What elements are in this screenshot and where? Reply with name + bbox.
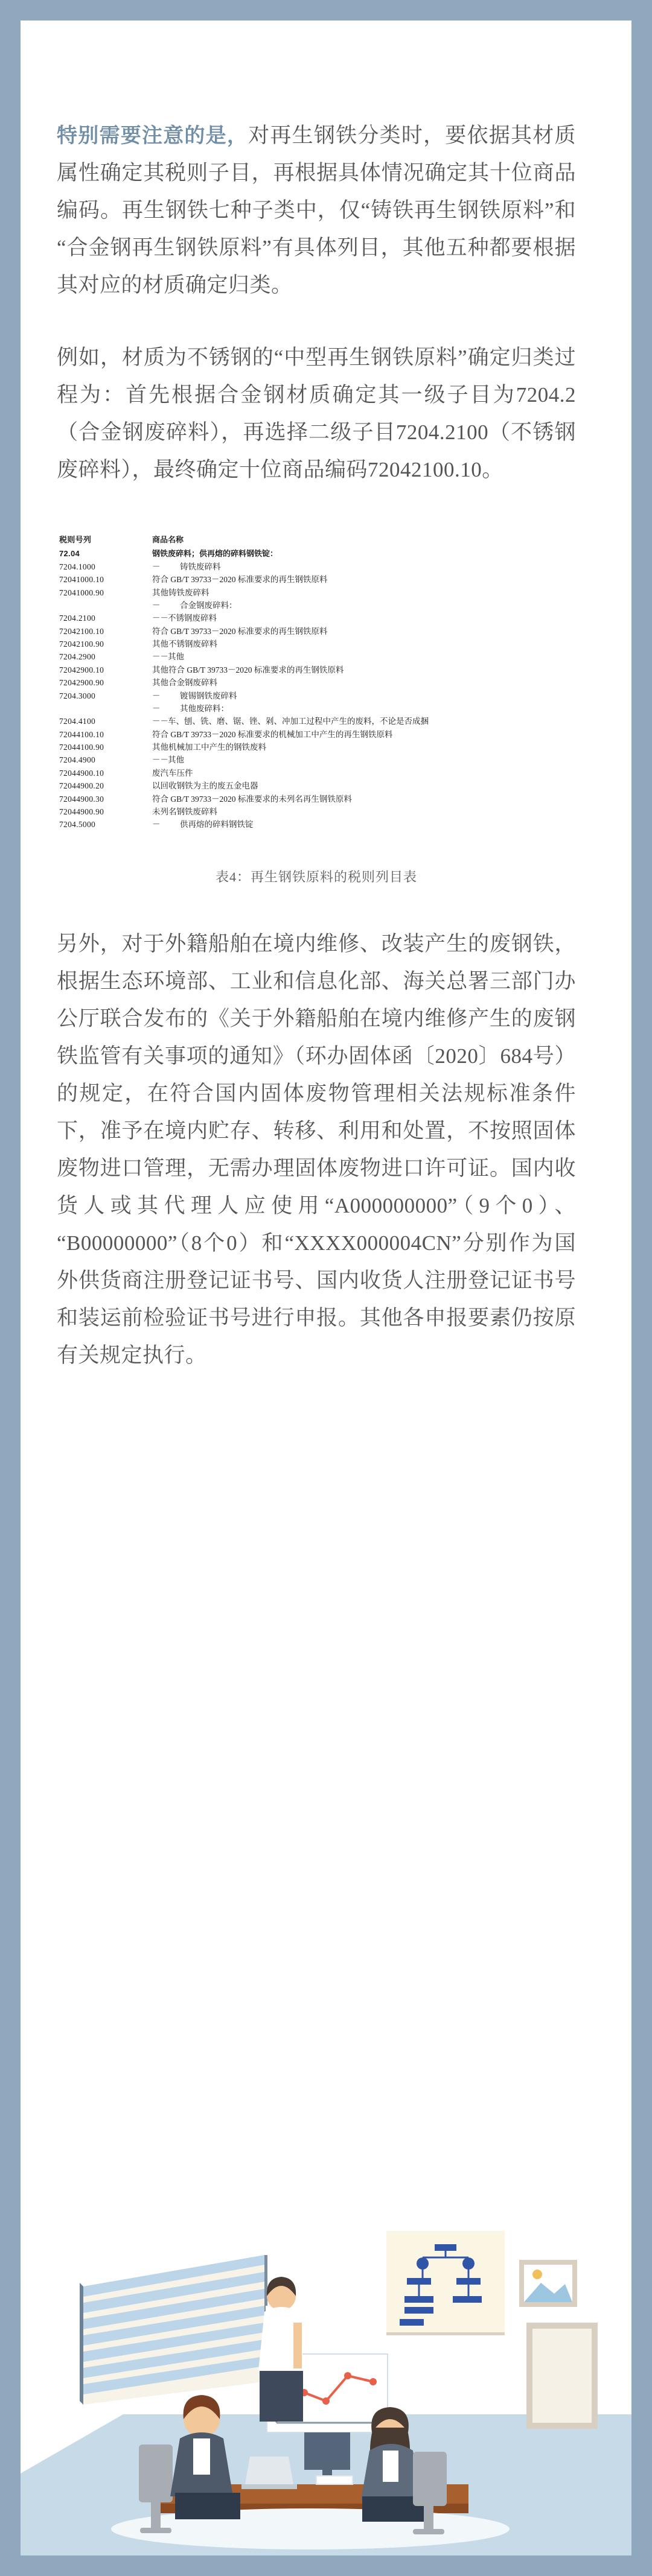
table-cell-name <box>151 805 576 818</box>
table-row <box>57 741 576 753</box>
table-cell-name <box>151 792 576 805</box>
table-cell-code: 72044100.90 <box>59 743 104 752</box>
table-cell-name-text: 未列名钢铁废碎料 <box>152 807 217 816</box>
table-cell-code: 72044900.20 <box>59 781 104 791</box>
table-row <box>57 664 576 676</box>
illustration-svg <box>21 2220 631 2555</box>
papers <box>316 2476 353 2484</box>
paragraph-1 <box>57 117 576 304</box>
table-row <box>57 715 576 728</box>
table-row <box>57 638 576 650</box>
table-cell-code: 7204.3000 <box>59 691 96 700</box>
table-cell-code: 72041000.10 <box>59 575 104 585</box>
table-cell-code: 7204.4900 <box>59 755 96 765</box>
table-cell-name <box>151 547 576 560</box>
caption-gap <box>57 886 576 925</box>
table-cell-name <box>151 638 576 650</box>
table-cell-name <box>151 728 576 740</box>
table-cell-code: 7204.4100 <box>59 717 96 726</box>
table-cell-dash: －－ <box>152 614 168 623</box>
paragraph-2: 例如，材质为不锈钢的“中型再生钢铁原料”确定归类过程为：首先根据合金钢材质确定其一级子目为7204.2（合金钢废碎料），再选择二级子目7204.2100（不锈钢废碎料），最终确定十位商品编码72042100.10。 <box>57 346 576 481</box>
table-cell-code: 7204.2900 <box>59 652 96 662</box>
paragraph-gap-2 <box>57 489 576 533</box>
page-content-area <box>21 21 631 2555</box>
table-cell-name <box>151 767 576 779</box>
table-cell-name <box>151 689 576 702</box>
table-row <box>57 612 576 624</box>
article-body <box>57 21 576 1374</box>
table-cell-code: 72044100.10 <box>59 729 104 739</box>
table-row <box>57 728 576 740</box>
table-cell-name <box>151 586 576 598</box>
table-row <box>57 689 576 702</box>
table-row <box>57 560 576 573</box>
paragraph-1-body: 对再生钢铁分类时，要依据其材质属性确定其税则子目，再根据具体情况确定其十位商品编码。再生钢铁七种子类中，仅“铸铁再生钢铁原料”和“合金钢再生钢铁原料”有具体列目，其他五种都要根据其对应的材质确定归类。 <box>57 124 576 297</box>
table-row <box>57 624 576 637</box>
table-cell-name <box>151 650 576 663</box>
table-cell-code: 72042100.90 <box>59 639 104 649</box>
table-cell-code: 7204.5000 <box>59 820 96 830</box>
table-row <box>57 676 576 689</box>
table-cell-name-text: 其他 <box>168 755 184 765</box>
table-cell-dash: － <box>152 691 161 700</box>
table-cell-code: 72044900.30 <box>59 794 104 804</box>
table-cell-name-text: 不锈钢废碎料 <box>168 614 217 623</box>
table-cell-name <box>151 779 576 792</box>
table-cell-dash: － <box>152 562 161 571</box>
table-row <box>57 805 576 818</box>
table-cell-name <box>151 753 576 766</box>
table-cell-name <box>151 741 576 753</box>
table-cell-name-text: 镀锡钢铁废碎料 <box>180 691 237 700</box>
table-cell-name-text: 其他不锈钢废碎料 <box>152 639 217 649</box>
table-cell-code: 72042100.10 <box>59 626 104 636</box>
table-cell-name <box>151 664 576 676</box>
table-cell-code: 7204.2100 <box>59 614 96 623</box>
table-cell-name <box>151 702 576 715</box>
table-cell-name-text: 其他铸铁废碎料 <box>152 588 209 597</box>
table-cell-dash: － <box>152 600 161 610</box>
table-cell-name-text: 供再熔的碎料钢铁锭 <box>180 820 254 830</box>
table-cell-code: 72042900.10 <box>59 665 104 674</box>
table-row <box>57 599 576 612</box>
table-cell-dash: － <box>152 703 161 713</box>
table-row <box>57 767 576 779</box>
table-row <box>57 818 576 831</box>
table-caption: 表4：再生钢铁原料的税则列目表 <box>215 869 417 885</box>
table-row <box>57 573 576 586</box>
table-cell-code: 72042900.90 <box>59 678 104 688</box>
table-row <box>57 779 576 792</box>
paragraph-gap-1 <box>57 304 576 339</box>
table-header-name: 商品名称 <box>152 535 184 545</box>
flowchart-board <box>386 2231 505 2335</box>
table-cell-name-text: 车、刨、铣、磨、锯、锉、剁、冲加工过程中产生的废料，不论是否成捆 <box>168 717 429 726</box>
table-cell-name <box>151 715 576 728</box>
table-cell-name-text: 其他符合 GB/T 39733－2020 标准要求的再生钢铁原料 <box>152 665 344 674</box>
table-cell-code <box>57 702 151 715</box>
table-cell-name <box>151 624 576 637</box>
tariff-table-body <box>57 533 576 831</box>
table-cell-name-text: 符合 GB/T 39733－2020 标准要求的未列名再生钢铁原料 <box>152 794 352 804</box>
table-row <box>57 586 576 598</box>
table-cell-code: 72044900.10 <box>59 768 104 778</box>
table-cell-name-text: 其他废碎料： <box>180 703 229 713</box>
table-cell-name <box>151 560 576 573</box>
table-cell-name-text: 废汽车压件 <box>152 768 193 778</box>
table-caption-gap <box>57 831 576 867</box>
table-cell-dash: －－ <box>152 652 168 662</box>
table-cell-name-text: 其他合金钢废碎料 <box>152 678 217 688</box>
table-cell-name-text: 合金钢废碎料： <box>180 600 237 610</box>
table-cell-name <box>151 573 576 586</box>
table-cell-dash: －－ <box>152 717 168 726</box>
table-cell-name <box>151 676 576 689</box>
table-row <box>57 792 576 805</box>
tariff-table <box>57 533 576 831</box>
table-header-row <box>57 533 576 547</box>
table-row <box>57 753 576 766</box>
table-cell-code: 72044900.90 <box>59 807 104 816</box>
table-cell-code <box>57 599 151 612</box>
table-header-code: 税则号列 <box>59 535 92 545</box>
table-cell-name <box>151 599 576 612</box>
table-cell-name-text: 其他 <box>168 652 184 662</box>
table-cell-code: 72041000.90 <box>59 588 104 597</box>
table-cell-name-text: 铸铁废碎料 <box>180 562 221 571</box>
laptop <box>241 2457 297 2489</box>
table-cell-code: 7204.1000 <box>59 562 96 571</box>
table-cell-name-text: 钢铁废碎料；供再熔的碎料钢铁锭： <box>152 549 278 559</box>
table-row <box>57 702 576 715</box>
office-meeting-illustration <box>21 2220 631 2555</box>
top-spacer <box>57 21 576 117</box>
table-cell-name <box>151 612 576 624</box>
table-cell-name-text: 符合 GB/T 39733－2020 标准要求的机械加工中产生的再生钢铁原料 <box>152 729 393 739</box>
table-cell-code: 72.04 <box>59 549 80 559</box>
table-cell-name <box>151 818 576 831</box>
table-cell-dash: －－ <box>152 755 168 765</box>
table-cell-name-text: 符合 GB/T 39733－2020 标准要求的再生钢铁原料 <box>152 626 328 636</box>
paragraph-3: 另外，对于外籍船舶在境内维修、改装产生的废钢铁，根据生态环境部、工业和信息化部、海关总署三部门办公厅联合发布的《关于外籍船舶在境内维修产生的废钢铁监管有关事项的通知》（环办固体函〔2020〕684号）的规定，在符合国内固体废物管理相关法规标准条件下，准予在境内贮存、转移、利用和处置，不按照固体废物进口管理，无需办理固体废物进口许可证。国内收货人或其代理人应使用“A000000000”（9个0）、“B00000000”（8个0）和“XXXX000004CN”分别作为国外供货商注册登记证书号、国内收货人注册登记证书号和装运前检验证书号进行申报。其他各申报要素仍按原有关规定执行。 <box>57 932 576 1368</box>
table-cell-dash: － <box>152 820 161 830</box>
table-cell-name-text: 符合 GB/T 39733－2020 标准要求的再生钢铁原料 <box>152 575 328 585</box>
table-cell-name-text: 以回收钢铁为主的废五金电器 <box>152 781 258 791</box>
table-cell-name-text: 其他机械加工中产生的钢铁废料 <box>152 743 266 752</box>
paragraph-1-lead: 特别需要注意的是， <box>57 124 249 147</box>
table-row <box>57 650 576 663</box>
table-row <box>57 547 576 560</box>
